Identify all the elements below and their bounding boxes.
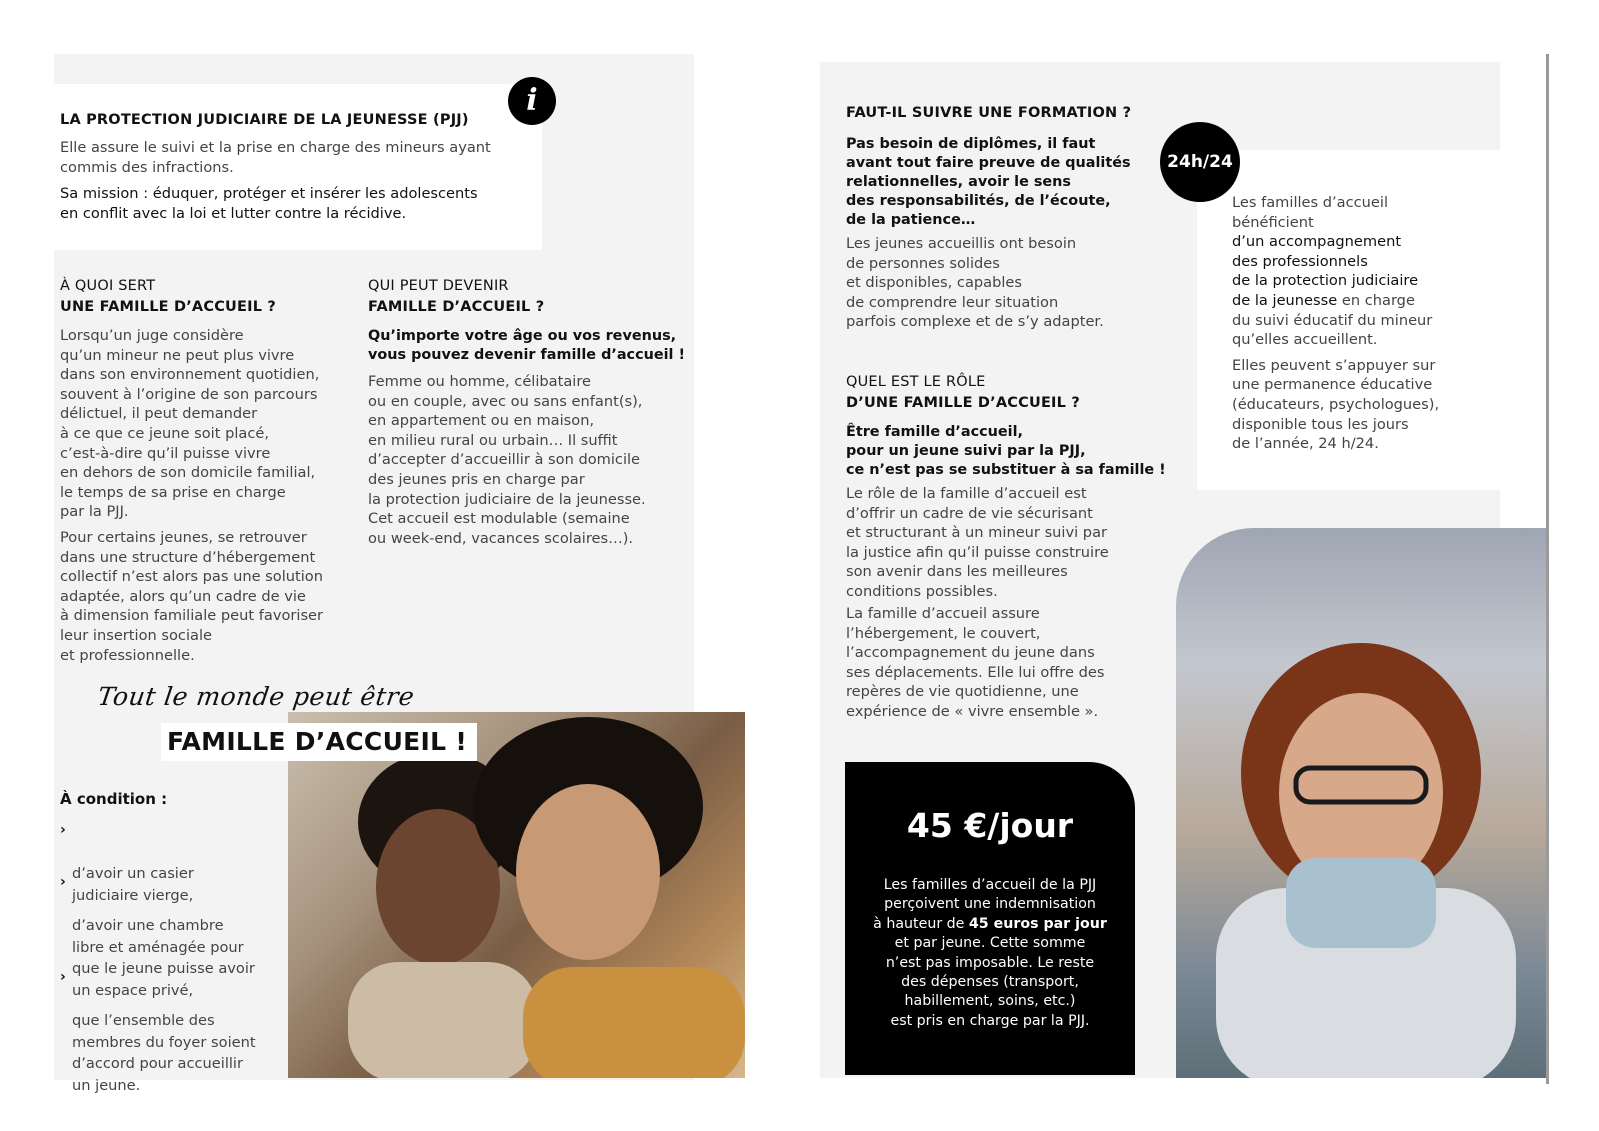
allowance-text-after: et par jeune. Cette somme n’est pas imposable. Le reste des dépenses (transport, habillement, soins, etc.) est pris en charge par la PJJ.: [885, 935, 1095, 1029]
role-title: [846, 372, 1166, 414]
qui-peut-title-line2: FAMILLE D’ACCUEIL ?: [368, 299, 545, 315]
slogan-script: Tout le monde peut être: [95, 682, 417, 711]
photo-two-women: [288, 712, 745, 1078]
qui-peut-lead: Qu’importe votre âge ou vos revenus, vous pouvez devenir famille d’accueil !: [368, 328, 686, 363]
role-lead: Être famille d’accueil, pour un jeune suivi par la PJJ, ce n’est pas se substituer à sa famille !: [846, 424, 1166, 478]
condition-text: d’avoir une chambre libre et aménagée pour que le jeune puisse avoir un espace privé,: [72, 917, 255, 999]
accompagnement-text: [1232, 193, 1532, 454]
allowance-text-bold: 45 euros par jour: [968, 915, 1107, 932]
slogan-bold: FAMILLE D’ACCUEIL !: [161, 723, 477, 761]
accompagnement-line1: Les familles d’accueil bénéficient: [1232, 194, 1389, 231]
qui-peut-title: [368, 276, 688, 318]
clock-24h-badge: 24h/24: [1160, 122, 1240, 202]
role-title-line2: D’UNE FAMILLE D’ACCUEIL ?: [846, 395, 1080, 411]
role-para-1: Le rôle de la famille d’accueil est d’offrir un cadre de vie sécurisant et structurant à un mineur suivi par la justice afin qu’il puisse construire son avenir dans les meilleures conditions possibles.: [846, 485, 1109, 600]
info-icon: i: [508, 77, 556, 125]
role-para-2: La famille d’accueil assure l’hébergement, le couvert, l’accompagnement du jeune dans ses déplacements. Elle lui offre des repères de vie quotidienne, une expérience de « vivre ensemble ».: [846, 605, 1105, 720]
accompagnement-rest: du suivi éducatif du mineur qu’elles accueillent.: [1232, 311, 1433, 349]
chevron-right-icon: ›: [60, 969, 66, 985]
qui-peut-title-line1: QUI PEUT DEVENIR: [368, 278, 509, 294]
pjj-text-1: Elle assure le suivi et la prise en charge des mineurs ayant commis des infractions.: [60, 139, 491, 176]
a-quoi-title-line2: UNE FAMILLE D’ACCUEIL ?: [60, 299, 277, 315]
a-quoi-title: [60, 276, 350, 318]
chevron-right-icon: ›: [60, 874, 66, 890]
allowance-text: [865, 876, 1115, 1031]
formation-lead: Pas besoin de diplômes, il faut avant tout faire preuve de qualités relationnelles, avoir le sens des responsabilités, de l’écoute, de la patience…: [846, 136, 1131, 228]
allowance-title: 45 €/jour: [906, 806, 1074, 845]
a-quoi-para-2: Pour certains jeunes, se retrouver dans une structure d’hébergement collectif n’est alors pas une solution adaptée, alors qu’un cadre de vie à dimension familiale peut favoriser leur insertion sociale et professionnelle.: [60, 529, 324, 664]
condition-text: que l’ensemble des membres du foyer soient d’accord pour accueillir un jeune.: [72, 1012, 256, 1094]
accompagnement-bold-wrap: [1232, 232, 1532, 310]
conditions-title: À condition :: [60, 790, 168, 808]
condition-text: d’avoir un casier judiciaire vierge,: [72, 865, 194, 904]
chevron-right-icon: ›: [60, 822, 66, 838]
accompagnement-para2: Elles peuvent s’appuyer sur une permanence éducative (éducateurs, psychologues), disponible tous les jours de l’année, 24 h/24.: [1232, 356, 1440, 453]
allowance-box: [845, 762, 1135, 1075]
formation-para: Les jeunes accueillis ont besoin de personnes solides et disponibles, capables de comprendre leur situation parfois complexe et de s’y adapter.: [846, 235, 1104, 331]
qui-peut-para: Femme ou homme, célibataire ou en couple, avec ou sans enfant(s), en appartement ou en maison, en milieu rural ou urbain… Il suffit d’accepter d’accueillir à son domicile des jeunes pris en charge par la protection judiciaire de la jeunesse. Cet accueil est modulable (semaine ou week-end, vacances scolaires…).: [368, 373, 646, 547]
page-edge: [1546, 54, 1549, 1084]
formation-title: FAUT-IL SUIVRE UNE FORMATION ?: [846, 105, 1132, 121]
pjj-text-2: Sa mission : éduquer, protéger et insérer les adolescents en conflit avec la loi et lutter contre la récidive.: [60, 185, 478, 222]
accompagnement-after-bold: en charge: [1337, 291, 1415, 309]
photo-woman-portrait: [1176, 528, 1546, 1078]
a-quoi-title-line1: À QUOI SERT: [60, 278, 156, 294]
photo-woman-portrait-illustration: [1176, 528, 1546, 1078]
a-quoi-para-1: Lorsqu’un juge considère qu’un mineur ne peut plus vivre dans son environnement quotidien, souvent à l’origine de son parcours délictuel, il peut demander à ce que ce jeune soit placé, c’est-à-dire qu’il puisse vivre en dehors de son domicile familial, le temps de sa prise en charge par la PJJ.: [60, 327, 320, 521]
allowance-text-before: Les familles d’accueil de la PJJ perçoivent une indemnisation à hauteur de: [873, 877, 1097, 932]
photo-two-women-illustration: [288, 712, 745, 1078]
pjj-title: LA PROTECTION JUDICIAIRE DE LA JEUNESSE (PJJ): [60, 112, 469, 128]
accompagnement-bold: d’un accompagnement des professionnels de la protection judiciaire de la jeunesse: [1232, 233, 1419, 309]
role-title-line1: QUEL EST LE RÔLE: [846, 374, 986, 390]
condition-item: [60, 967, 280, 1096]
